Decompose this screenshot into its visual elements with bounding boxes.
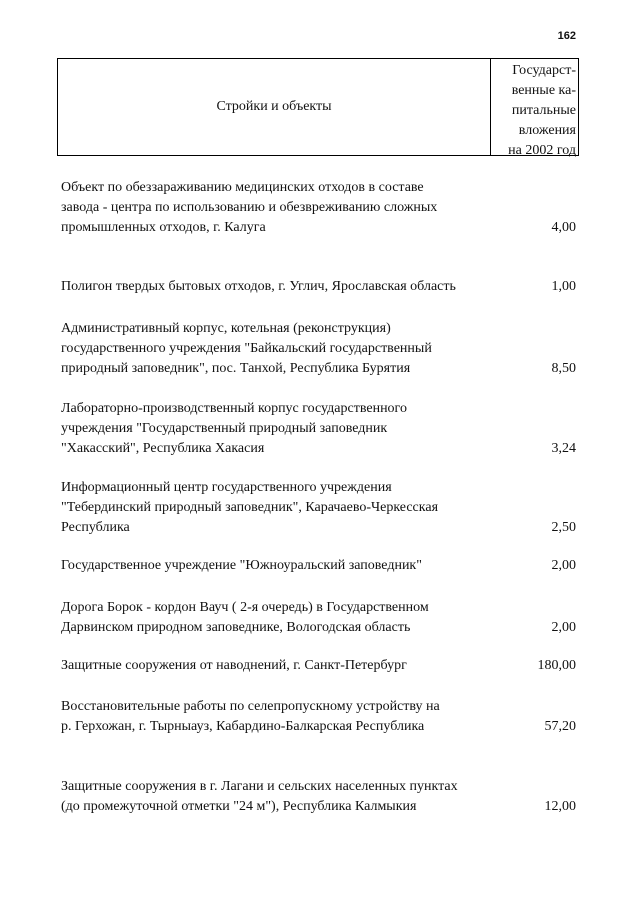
- header-title: Стройки и объекты: [216, 99, 332, 114]
- header-line: на 2002 год: [508, 143, 576, 158]
- row-value: 4,00: [551, 220, 576, 235]
- row-line: Полигон твердых бытовых отходов, г. Углич, Ярославская область: [61, 279, 456, 294]
- row-description: [61, 656, 501, 676]
- table-row: [61, 178, 579, 238]
- row-line: Восстановительные работы по селепропускному устройству на: [61, 699, 440, 714]
- row-description: [61, 598, 501, 638]
- row-line: (до промежуточной отметки "24 м"), Республика Калмыкия: [61, 799, 417, 814]
- row-value: 2,00: [551, 620, 576, 635]
- table-row: [61, 598, 579, 638]
- row-line: Республика: [61, 520, 130, 535]
- header-line: вложения: [518, 123, 576, 138]
- row-value: 1,00: [551, 279, 576, 294]
- header-line: Государст-: [512, 63, 576, 78]
- header-line: питальные: [511, 103, 576, 118]
- table-row: [61, 656, 579, 676]
- row-line: Защитные сооружения от наводнений, г. Санкт-Петербург: [61, 658, 407, 673]
- row-line: промышленных отходов, г. Калуга: [61, 220, 266, 235]
- table-row: [61, 697, 579, 737]
- row-line: Защитные сооружения в г. Лагани и сельских населенных пунктах: [61, 779, 458, 794]
- row-line: Административный корпус, котельная (реконструкция): [61, 321, 391, 336]
- row-description: [61, 319, 501, 379]
- row-value: 2,00: [551, 558, 576, 573]
- table-row: [61, 556, 579, 576]
- row-line: государственного учреждения "Байкальский государственный: [61, 341, 432, 356]
- row-line: Государственное учреждение "Южноуральский заповедник": [61, 558, 422, 573]
- row-value: 8,50: [551, 361, 576, 376]
- row-value: 57,20: [544, 719, 576, 734]
- table-row: [61, 319, 579, 379]
- row-line: Лабораторно-производственный корпус государственного: [61, 401, 407, 416]
- row-description: [61, 556, 501, 576]
- row-line: природный заповедник", пос. Танхой, Республика Бурятия: [61, 361, 411, 376]
- table-header: [57, 58, 579, 156]
- row-description: [61, 178, 501, 238]
- row-description: [61, 277, 501, 297]
- page-number: 162: [557, 30, 576, 42]
- row-value: 3,24: [551, 441, 576, 456]
- table-row: [61, 277, 579, 297]
- header-investment-column: [491, 61, 578, 161]
- row-line: Информационный центр государственного учреждения: [61, 480, 392, 495]
- row-line: "Тебердинский природный заповедник", Карачаево-Черкесская: [61, 500, 439, 515]
- table-row: [61, 777, 579, 817]
- row-description: [61, 697, 501, 737]
- row-value: 2,50: [551, 520, 576, 535]
- row-line: завода - центра по использованию и обезвреживанию сложных: [61, 200, 438, 215]
- row-line: р. Герхожан, г. Тырныауз, Кабардино-Балкарская Республика: [61, 719, 425, 734]
- row-line: Дорога Борок - кордон Вауч ( 2-я очередь) в Государственном: [61, 600, 429, 615]
- row-description: [61, 777, 501, 817]
- row-line: "Хакасский", Республика Хакасия: [61, 441, 265, 456]
- row-description: [61, 478, 501, 538]
- table-row: [61, 399, 579, 459]
- row-description: [61, 399, 501, 459]
- header-line: венные ка-: [511, 83, 576, 98]
- row-line: Объект по обеззараживанию медицинских отходов в составе: [61, 180, 424, 195]
- row-value: 12,00: [544, 799, 576, 814]
- row-line: учреждения "Государственный природный заповедник: [61, 421, 388, 436]
- row-value: 180,00: [537, 658, 576, 673]
- row-line: Дарвинском природном заповеднике, Вологодская область: [61, 620, 411, 635]
- table-row: [61, 478, 579, 538]
